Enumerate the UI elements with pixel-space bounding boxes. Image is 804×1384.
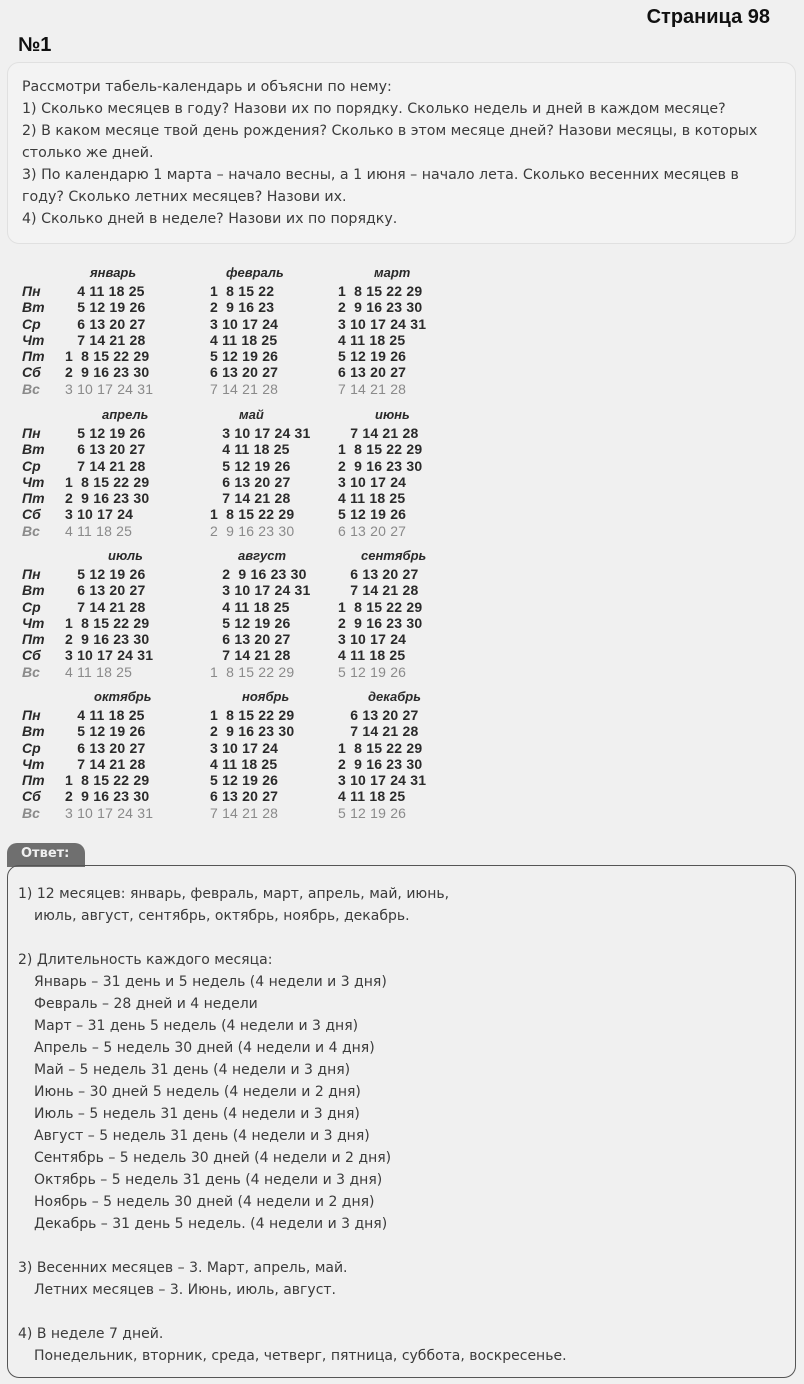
paragraph-gap — [18, 1301, 785, 1323]
calendar-image — [20, 265, 450, 825]
week-row: 3 10 17 24 — [65, 506, 134, 523]
paragraph-gap — [18, 927, 785, 949]
task-number: №1 — [18, 34, 52, 56]
answer-line: Май – 5 недель 31 день (4 недели и 3 дня) — [34, 1062, 351, 1078]
week-row: 1 8 15 22 29 — [338, 598, 423, 615]
week-row: 6 13 20 27 — [65, 315, 146, 332]
calendar-quarter — [20, 548, 450, 690]
week-row: 7 14 21 28 — [338, 723, 419, 740]
week-row: 7 14 21 28 — [65, 457, 146, 474]
week-row: 1 8 15 22 29 — [65, 614, 150, 631]
week-row: 6 13 20 27 — [65, 441, 146, 458]
weekday-label: Вт — [22, 723, 45, 740]
answer-line: Апрель – 5 недель 30 дней (4 недели и 4 дня) — [34, 1040, 375, 1056]
week-row: 1 8 15 22 29 — [338, 441, 423, 458]
week-row: 2 9 16 23 30 — [210, 522, 295, 539]
week-row: 5 12 19 26 — [338, 804, 407, 821]
weekday-label: Ср — [22, 315, 41, 332]
week-row: 2 9 16 23 30 — [338, 457, 423, 474]
task-line: 4) Сколько дней в неделе? Назови их по порядку. — [22, 211, 398, 227]
weekday-label: Вс — [22, 380, 40, 397]
week-row: 6 13 20 27 — [210, 631, 291, 648]
week-row: 4 11 18 25 — [65, 283, 145, 299]
week-row: 6 13 20 27 — [338, 364, 407, 381]
answer-line: Ноябрь – 5 недель 30 дней (4 недели и 2 дня) — [34, 1194, 375, 1210]
week-row: 1 8 15 22 29 — [65, 772, 150, 789]
month-name: июль — [108, 548, 143, 563]
week-row: 2 9 16 23 30 — [338, 755, 423, 772]
week-row: 3 10 17 24 31 — [338, 315, 427, 332]
month-name: декабрь — [368, 689, 421, 704]
calendar-quarter — [20, 407, 450, 549]
week-row: 4 11 18 25 — [210, 755, 278, 772]
week-row: 5 12 19 26 — [65, 566, 146, 582]
week-row: 5 12 19 26 — [210, 772, 279, 789]
task-line: 2) В каком месяце твой день рождения? Сколько в этом месяце дней? Назови месяцы, в которых — [22, 123, 758, 139]
week-row: 4 11 18 25 — [65, 707, 145, 723]
week-row: 1 8 15 22 29 — [210, 663, 295, 680]
week-row: 5 12 19 26 — [65, 299, 146, 316]
week-row: 7 14 21 28 — [338, 582, 419, 599]
week-row: 1 8 15 22 29 — [65, 473, 150, 490]
weekday-labels — [22, 566, 45, 680]
answer-line: Февраль – 28 дней и 4 недели — [34, 996, 258, 1012]
week-row: 1 8 15 22 29 — [210, 506, 295, 523]
week-row: 2 9 16 23 30 — [65, 364, 150, 381]
week-row: 6 13 20 27 — [338, 566, 419, 582]
weekday-label: Пн — [22, 283, 41, 299]
weekday-label: Сб — [22, 364, 41, 381]
answer-line: 3) Весенних месяцев – 3. Март, апрель, май. — [18, 1260, 348, 1276]
week-row: 7 14 21 28 — [65, 598, 146, 615]
week-row: 6 13 20 27 — [65, 582, 146, 599]
task-box — [7, 62, 796, 244]
month-name: май — [239, 407, 264, 422]
week-row: 7 14 21 28 — [338, 380, 407, 397]
week-row: 4 11 18 25 — [65, 522, 133, 539]
answer-line: Декабрь – 31 день 5 недель. (4 недели и 3 дня) — [34, 1216, 388, 1232]
task-line: Рассмотри табель-календарь и объясни по нему: — [22, 79, 392, 95]
answer-line: Октябрь – 5 недель 31 день (4 недели и 3 дня) — [34, 1172, 383, 1188]
week-row: 7 14 21 28 — [210, 647, 291, 664]
paragraph-gap — [18, 1235, 785, 1257]
weekday-label: Вт — [22, 299, 45, 316]
month-name: август — [238, 548, 287, 563]
week-row: 3 10 17 24 31 — [65, 380, 154, 397]
task-line: столько же дней. — [22, 145, 154, 161]
week-row: 2 9 16 23 30 — [338, 614, 423, 631]
page-number: Страница 98 — [646, 6, 770, 28]
month-name: июнь — [375, 407, 410, 422]
weekday-labels — [22, 283, 45, 397]
weekday-label: Чт — [22, 331, 45, 348]
week-row: 1 8 15 22 29 — [338, 739, 423, 756]
month-name: апрель — [102, 407, 149, 422]
week-row: 5 12 19 26 — [65, 723, 146, 740]
weekday-label: Чт — [22, 614, 45, 631]
weekday-label: Сб — [22, 506, 41, 523]
weekday-label: Пт — [22, 490, 45, 507]
month-name: октябрь — [94, 689, 152, 704]
task-line: году? Сколько летних месяцев? Назови их. — [22, 189, 347, 205]
weekday-label: Чт — [22, 755, 45, 772]
week-row: 5 12 19 26 — [338, 348, 407, 365]
weekday-label: Пн — [22, 425, 41, 441]
weekday-labels — [22, 425, 45, 539]
week-row: 3 10 17 24 — [210, 739, 279, 756]
answer-line: Июнь – 30 дней 5 недель (4 недели и 2 дня) — [34, 1084, 361, 1100]
answer-line: Летних месяцев – 3. Июнь, июль, август. — [34, 1282, 336, 1298]
weekday-label: Ср — [22, 457, 41, 474]
week-row: 3 10 17 24 31 — [65, 647, 154, 664]
week-row: 6 13 20 27 — [338, 522, 407, 539]
answer-line: 2) Длительность каждого месяца: — [18, 952, 273, 968]
week-row: 4 11 18 25 — [338, 788, 406, 805]
week-row: 3 10 17 24 31 — [65, 804, 154, 821]
week-row: 3 10 17 24 — [210, 315, 279, 332]
answer-line: Январь – 31 день и 5 недель (4 недели и 3 дня) — [34, 974, 387, 990]
week-row: 5 12 19 26 — [338, 506, 407, 523]
week-row: 2 9 16 23 30 — [65, 490, 150, 507]
week-row: 2 9 16 23 30 — [338, 299, 423, 316]
week-row: 4 11 18 25 — [65, 663, 133, 680]
week-row: 2 9 16 23 — [210, 299, 275, 316]
weekday-label: Ср — [22, 739, 41, 756]
week-row: 5 12 19 26 — [210, 614, 291, 631]
calendar-quarter — [20, 265, 450, 407]
week-row: 7 14 21 28 — [210, 490, 291, 507]
week-row: 1 8 15 22 29 — [338, 283, 423, 299]
week-row: 7 14 21 28 — [210, 804, 279, 821]
week-row: 4 11 18 25 — [210, 331, 278, 348]
week-row: 3 10 17 24 31 — [210, 425, 311, 441]
week-row: 5 12 19 26 — [210, 457, 291, 474]
weekday-label: Чт — [22, 473, 45, 490]
week-row: 5 12 19 26 — [210, 348, 279, 365]
calendar-quarter — [20, 689, 450, 831]
week-row: 6 13 20 27 — [210, 364, 279, 381]
task-line: 1) Сколько месяцев в году? Назови их по порядку. Сколько недель и дней в каждом месяце? — [22, 101, 726, 117]
answer-line: Понедельник, вторник, среда, четверг, пятница, суббота, воскресенье. — [34, 1348, 567, 1364]
weekday-label: Сб — [22, 788, 41, 805]
week-row: 5 12 19 26 — [338, 663, 407, 680]
week-row: 6 13 20 27 — [65, 739, 146, 756]
weekday-labels — [22, 707, 45, 821]
month-name: ноябрь — [242, 689, 290, 704]
week-row: 2 9 16 23 30 — [65, 631, 150, 648]
week-row: 3 10 17 24 31 — [338, 772, 427, 789]
weekday-label: Ср — [22, 598, 41, 615]
week-row: 5 12 19 26 — [65, 425, 146, 441]
weekday-label: Вс — [22, 663, 40, 680]
weekday-label: Пт — [22, 631, 45, 648]
month-name: март — [374, 265, 411, 280]
answer-line: 4) В неделе 7 дней. — [18, 1326, 164, 1342]
answer-line: июль, август, сентябрь, октябрь, ноябрь, декабрь. — [34, 908, 410, 924]
week-row: 7 14 21 28 — [210, 380, 279, 397]
week-row: 7 14 21 28 — [65, 331, 146, 348]
weekday-label: Сб — [22, 647, 41, 664]
week-row: 4 11 18 25 — [338, 490, 406, 507]
week-row: 2 9 16 23 30 — [65, 788, 150, 805]
answer-box — [7, 865, 796, 1378]
answer-line: Март – 31 день 5 недель (4 недели и 3 дня) — [34, 1018, 359, 1034]
week-row: 2 9 16 23 30 — [210, 723, 295, 740]
month-name: сентябрь — [361, 548, 427, 563]
week-row: 2 9 16 23 30 — [210, 566, 307, 582]
week-row: 6 13 20 27 — [210, 473, 291, 490]
weekday-label: Пт — [22, 348, 45, 365]
weekday-label: Вт — [22, 441, 45, 458]
answer-line: 1) 12 месяцев: январь, февраль, март, апрель, май, июнь, — [18, 886, 450, 902]
week-row: 3 10 17 24 — [338, 631, 407, 648]
week-row: 4 11 18 25 — [210, 441, 290, 458]
weekday-label: Вс — [22, 804, 40, 821]
weekday-label: Вт — [22, 582, 45, 599]
answer-tab: Ответ: — [7, 843, 85, 867]
answer-line: Июль – 5 недель 31 день (4 недели и 3 дня) — [34, 1106, 360, 1122]
month-name: январь — [90, 265, 137, 280]
weekday-label: Пн — [22, 566, 41, 582]
week-row: 6 13 20 27 — [210, 788, 279, 805]
answer-line: Август – 5 недель 31 день (4 недели и 3 дня) — [34, 1128, 370, 1144]
week-row: 7 14 21 28 — [338, 425, 419, 441]
week-row: 3 10 17 24 31 — [210, 582, 311, 599]
week-row: 1 8 15 22 29 — [65, 348, 150, 365]
week-row: 4 11 18 25 — [338, 647, 406, 664]
week-row: 7 14 21 28 — [65, 755, 146, 772]
week-row: 1 8 15 22 29 — [210, 707, 295, 723]
answer-line: Сентябрь – 5 недель 30 дней (4 недели и 2 дня) — [34, 1150, 392, 1166]
month-name: февраль — [226, 265, 284, 280]
weekday-label: Пн — [22, 707, 41, 723]
weekday-label: Пт — [22, 772, 45, 789]
week-row: 4 11 18 25 — [338, 331, 406, 348]
week-row: 4 11 18 25 — [210, 598, 290, 615]
week-row: 1 8 15 22 — [210, 283, 275, 299]
week-row: 6 13 20 27 — [338, 707, 419, 723]
weekday-label: Вс — [22, 522, 40, 539]
task-line: 3) По календарю 1 марта – начало весны, а 1 июня – начало лета. Сколько весенних месяцев в — [22, 167, 739, 183]
week-row: 3 10 17 24 — [338, 473, 407, 490]
